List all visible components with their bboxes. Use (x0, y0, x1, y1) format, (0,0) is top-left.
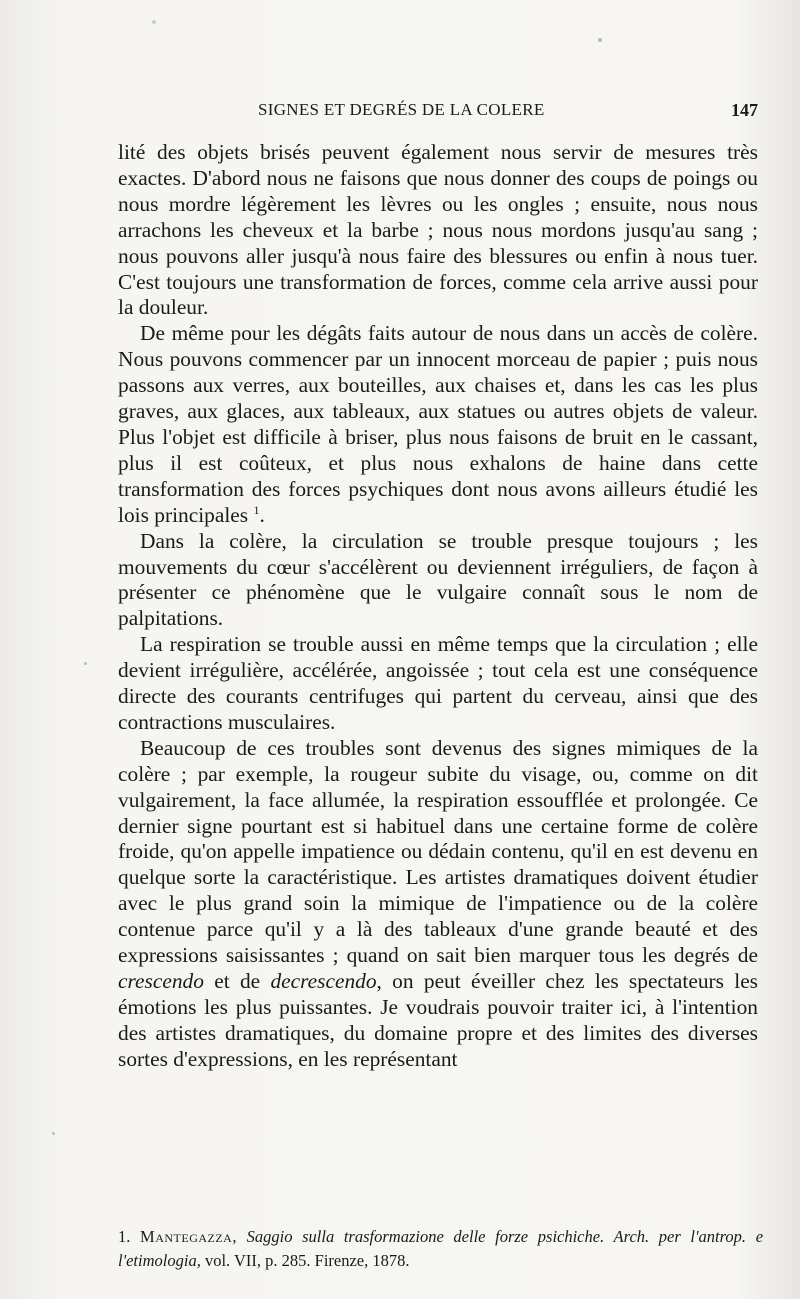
paragraph-2-end: . (259, 502, 265, 527)
paragraph-5-text-a: Beaucoup de ces troubles sont devenus des signes mimiques de la colère ; par exemple, la rougeur subite du visage, ou, comme on dit vulgairement, la face allumée, la respiration essoufflée et prolongée. Ce dernier signe pourtant est si habituel dans une certaine forme de colère froide, qu'on appelle impatience ou dédain contenu, qu'il en est devenu en quelque sorte la caractéristique. Les artistes dramatiques doivent étudier avec le plus grand soin la mimique de l'impatience ou de la colère contenue parce qu'il y a là des tableaux d'une grande beauté et des expressions saisissantes ; quand on sait bien marquer tous les degrés de (118, 735, 758, 968)
speck (598, 38, 602, 42)
page-header (118, 100, 758, 128)
footnote (118, 1225, 763, 1273)
body-text (118, 140, 758, 1073)
paragraph-2-text: De même pour les dégâts faits autour de nous dans un accès de colère. Nous pouvons commencer par un innocent morceau de papier ; puis nous passons aux verres, aux bouteilles, aux chaises et, dans les cas les plus graves, aux glaces, aux tableaux, aux statues ou autres objets de valeur. Plus l'objet est difficile à briser, plus nous faisons de bruit en le cassant, plus il est coûteux, et plus nous exhalons de haine dans cette transformation des forces psychiques dont nous avons ailleurs étudié les lois principales (118, 321, 758, 527)
emphasis-crescendo: crescendo (118, 969, 204, 993)
paragraph-3: Dans la colère, la circulation se trouble presque toujours ; les mouvements du cœur s'accélèrent ou deviennent irréguliers, de façon à présenter ce phénomène que le vulgaire connaît sous le nom de palpitations. (118, 528, 758, 631)
footnote-author: Mantegazza, (140, 1227, 237, 1246)
paragraph-4: La respiration se trouble aussi en même temps que la circulation ; elle devient irrégulière, accélérée, angoissée ; tout cela est une conséquence directe des courants centrifuges qui partent du cerveau, ainsi que des contractions musculaires. (118, 632, 758, 734)
footnote-number: 1. (118, 1227, 131, 1246)
speck (152, 20, 156, 24)
emphasis-decrescendo: decrescendo (270, 969, 377, 993)
footnote-rest: vol. VII, p. 285. Firenze, 1878. (200, 1251, 410, 1270)
paragraph-2 (118, 321, 758, 528)
footnote-reference[interactable]: 1 (253, 502, 260, 517)
paragraph-5 (118, 736, 758, 1073)
paragraph-5-text-b: et de (203, 969, 271, 993)
paragraph-5-text-c: , on peut éveiller chez les spectateurs les émotions les plus puissantes. Je voudrais pouvoir traiter ici, à l'intention des artistes dramatiques, du domaine propre et des limites des diverses sortes d'expressions, en les représentant (118, 969, 759, 1071)
footnote-title: Saggio sulla trasformazione delle forze psichiche. Arch. per l'antrop. e l'etimologia, (118, 1227, 764, 1270)
running-head: SIGNES ET DEGRÉS DE LA COLERE (258, 100, 545, 119)
page-number: 147 (731, 100, 758, 120)
speck (84, 662, 87, 665)
paragraph-1: lité des objets brisés peuvent également nous servir de mesures très exactes. D'abord nous ne faisons que nous donner des coups de poings ou nous mordre légèrement les lèvres ou les ongles ; ensuite, nous nous arrachons les cheveux et la barbe ; nous nous mordons jusqu'au sang ; nous pouvons aller jusqu'à nous faire des blessures ou enfin à nous tuer. C'est toujours une transformation de forces, comme cela arrive aussi pour la douleur. (118, 140, 758, 320)
speck (52, 1132, 55, 1135)
